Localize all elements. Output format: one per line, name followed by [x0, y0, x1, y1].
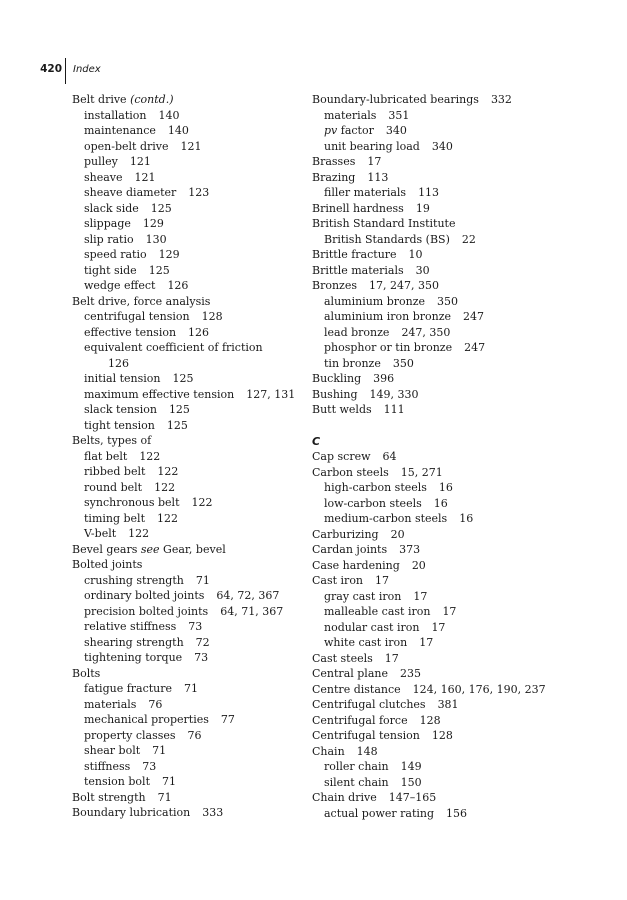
- entry-term: maintenance: [84, 124, 156, 137]
- entry-pages: 64: [382, 450, 397, 463]
- entry-term: wedge effect: [84, 279, 156, 292]
- entry-term: Boundary-lubricated bearings: [312, 93, 479, 106]
- entry-term: slack side: [84, 201, 139, 215]
- index-entry: [72, 759, 304, 775]
- entry-term: Cast iron: [312, 574, 364, 587]
- entry-pages: 17: [367, 155, 382, 168]
- entry-pages: 129: [158, 248, 180, 261]
- entry-term: low-carbon steels: [324, 496, 422, 510]
- index-entry: [312, 108, 612, 124]
- index-entry: [312, 635, 612, 651]
- index-entry: [72, 418, 304, 434]
- entry-pages: 16: [438, 481, 453, 494]
- entry-pages: 350: [437, 294, 459, 308]
- index-entry: [312, 170, 612, 186]
- entry-term: open-belt drive: [84, 139, 169, 153]
- index-entry: [72, 480, 304, 496]
- entry-term: synchronous belt: [84, 496, 180, 509]
- index-entry: [312, 263, 612, 279]
- entry-term: mechanical properties: [84, 713, 209, 726]
- index-entry: [72, 170, 304, 186]
- entry-term: malleable cast iron: [324, 605, 431, 618]
- entry-pages: 17, 247, 350: [369, 279, 439, 292]
- entry-pages: 20: [390, 527, 405, 541]
- index-entry: [312, 759, 612, 775]
- index-entry: [72, 216, 304, 232]
- index-entry: [312, 232, 612, 248]
- index-entry: [72, 542, 304, 558]
- entry-pages: 76: [187, 728, 202, 742]
- entry-term: Bushing: [312, 387, 358, 401]
- index-entry: [72, 635, 304, 651]
- entry-term: centrifugal tension: [84, 310, 190, 323]
- index-entry: [312, 216, 612, 232]
- entry-term: shearing strength: [84, 635, 184, 649]
- page-number: 420: [40, 63, 62, 75]
- entry-pages: 73: [194, 651, 209, 664]
- index-entry: [312, 651, 612, 667]
- index-entry: [312, 573, 612, 589]
- entry-pages: 17: [419, 636, 434, 649]
- entry-pages: 20: [411, 558, 426, 572]
- entry-term: Cardan joints: [312, 543, 388, 556]
- entry-pages: 332: [490, 93, 512, 106]
- entry-pages: 150: [400, 775, 422, 789]
- entry-term: tight tension: [84, 418, 155, 432]
- index-entry: [312, 123, 612, 139]
- entry-pages: 17: [375, 574, 390, 587]
- index-entry: [72, 92, 304, 108]
- entry-term: equivalent coefficient of friction: [84, 341, 263, 354]
- entry-pages: 235: [399, 667, 421, 680]
- entry-pages: 121: [129, 155, 151, 168]
- entry-pages: 126: [188, 325, 210, 339]
- section-letter: C: [312, 434, 321, 448]
- index-entry: [72, 278, 304, 294]
- index-entry: [312, 511, 612, 527]
- entry-pages: 15, 271: [400, 465, 443, 479]
- entry-term: sheave: [84, 170, 123, 184]
- index-entry: [312, 371, 612, 387]
- index-entry: [312, 278, 612, 294]
- entry-term: British Standard Institute: [312, 217, 456, 230]
- index-entry: [72, 681, 304, 697]
- entry-pages: 128: [419, 713, 441, 727]
- entry-term: Bolt strength: [72, 790, 146, 804]
- entry-term: Centre distance: [312, 682, 401, 696]
- index-entry: [72, 805, 304, 821]
- see-reference: see: [140, 542, 160, 556]
- index-entry: [312, 527, 612, 543]
- entry-term: slip ratio: [84, 232, 134, 246]
- entry-term: Belt drive: [72, 93, 127, 106]
- entry-pages: 140: [167, 124, 189, 137]
- entry-term: Brazing: [312, 170, 356, 184]
- entry-term: unit bearing load: [324, 139, 420, 153]
- entry-term: tension bolt: [84, 775, 150, 788]
- entry-pages: 17: [442, 605, 457, 618]
- entry-pages: 149: [400, 760, 422, 773]
- entry-term: phosphor or tin bronze: [324, 341, 453, 354]
- index-entry: [312, 325, 612, 341]
- entry-term: Bevel gears: [72, 542, 138, 556]
- entry-term: British Standards (BS): [324, 232, 450, 246]
- entry-term: precision bolted joints: [84, 604, 209, 618]
- entry-term: Cap screw: [312, 450, 371, 463]
- entry-term: Brittle materials: [312, 263, 404, 277]
- entry-term: stiffness: [84, 759, 131, 773]
- index-entry: [312, 356, 612, 372]
- entry-pages: 147–165: [388, 791, 437, 804]
- see-target: Gear, bevel: [163, 542, 226, 556]
- entry-term: timing belt: [84, 511, 145, 525]
- entry-pages: 122: [154, 480, 176, 494]
- entry-term: factor: [340, 124, 374, 137]
- entry-pages: 351: [388, 108, 410, 122]
- entry-pages: 125: [148, 263, 170, 277]
- entry-term: Carbon steels: [312, 465, 389, 479]
- entry-pages: 73: [188, 620, 203, 633]
- entry-term: initial tension: [84, 372, 161, 385]
- entry-pages: 127, 131: [246, 387, 296, 401]
- index-entry: [312, 775, 612, 791]
- entry-term: aluminium bronze: [324, 294, 426, 308]
- entry-pages: 123: [188, 186, 210, 199]
- index-entry: [312, 604, 612, 620]
- entry-pages: 71: [152, 744, 167, 757]
- entry-term: Case hardening: [312, 558, 400, 572]
- index-entry: [72, 619, 304, 635]
- running-title: Index: [73, 64, 101, 75]
- entry-term: high-carbon steels: [324, 481, 427, 494]
- entry-pages: 247, 350: [401, 325, 451, 339]
- entry-pages: 113: [418, 186, 440, 199]
- index-entry: [312, 744, 612, 760]
- entry-pages: 64, 72, 367: [216, 589, 280, 602]
- index-entry: [72, 743, 304, 759]
- entry-term: nodular cast iron: [324, 620, 420, 634]
- index-entry: [72, 774, 304, 790]
- entry-term: relative stiffness: [84, 620, 177, 633]
- entry-term: medium-carbon steels: [324, 512, 448, 525]
- index-entry: [72, 247, 304, 263]
- entry-pages: 71: [195, 573, 210, 587]
- entry-pages: 71: [161, 775, 176, 788]
- entry-pages: 122: [128, 527, 150, 540]
- entry-pages: 350: [392, 356, 414, 370]
- entry-pages: 247: [463, 310, 485, 323]
- entry-pages: 10: [408, 248, 423, 261]
- index-entry: [312, 620, 612, 636]
- entry-pages: 396: [373, 372, 395, 385]
- index-entry: [312, 666, 612, 682]
- index-entry: [72, 728, 304, 744]
- index-entry: [72, 526, 304, 542]
- entry-term: V-belt: [84, 527, 117, 540]
- index-entry: [312, 154, 612, 170]
- entry-term: round belt: [84, 480, 143, 494]
- entry-pages: 77: [220, 713, 235, 726]
- index-entry: [312, 402, 612, 418]
- entry-pages: 76: [148, 697, 163, 711]
- entry-pages: 17: [413, 589, 428, 603]
- entry-term: Cast steels: [312, 651, 373, 665]
- entry-term: flat belt: [84, 449, 128, 463]
- entry-term: actual power rating: [324, 806, 435, 820]
- entry-pages: 156: [446, 806, 468, 820]
- entry-pages: 149, 330: [369, 387, 419, 401]
- entry-pages: 122: [157, 465, 179, 478]
- index-entry: [312, 387, 612, 403]
- entry-term: Centrifugal force: [312, 713, 408, 727]
- entry-pages: 17: [431, 620, 446, 634]
- header-divider: [65, 58, 66, 84]
- index-entry: [312, 806, 612, 822]
- entry-pages: 373: [399, 543, 421, 556]
- entry-pages: 340: [431, 139, 453, 153]
- index-entry: [72, 666, 304, 682]
- entry-pages: 122: [157, 511, 178, 525]
- index-entry: [72, 371, 304, 387]
- entry-term: fatigue fracture: [84, 682, 173, 695]
- entry-pages: 71: [184, 682, 199, 695]
- entry-pages: 122: [191, 496, 213, 509]
- index-entry: [72, 232, 304, 248]
- index-entry: [312, 790, 612, 806]
- index-entry: [72, 557, 304, 573]
- index-entry: [312, 294, 612, 310]
- entry-pages: 22: [461, 232, 476, 246]
- index-entry: [312, 542, 612, 558]
- entry-term: gray cast iron: [324, 589, 402, 603]
- entry-term: Boundary lubrication: [72, 806, 191, 819]
- index-entry: [72, 108, 304, 124]
- index-entry: [312, 185, 612, 201]
- entry-term: ordinary bolted joints: [84, 589, 205, 602]
- entry-pages: 125: [172, 372, 194, 385]
- index-entry: [72, 263, 304, 279]
- entry-term: Belt drive, force analysis: [72, 294, 211, 308]
- index-entry: [312, 92, 612, 108]
- index-entry: [72, 201, 304, 217]
- index-entry: [312, 728, 612, 744]
- entry-term: shear bolt: [84, 744, 141, 757]
- index-entry: [72, 650, 304, 666]
- entry-pages: 129: [142, 217, 164, 230]
- index-column-right: [312, 92, 612, 821]
- entry-term: Bronzes: [312, 279, 357, 292]
- entry-pages: 126: [167, 279, 189, 292]
- index-entry: [72, 449, 304, 465]
- index-entry: [72, 588, 304, 604]
- entry-pages: 340: [385, 124, 407, 137]
- entry-pages: 125: [166, 418, 188, 432]
- entry-term: Bolted joints: [72, 558, 143, 571]
- entry-pages: 71: [157, 790, 172, 804]
- index-entry: [72, 139, 304, 155]
- index-entry: [312, 465, 612, 481]
- index-entry: [312, 558, 612, 574]
- index-entry: [312, 449, 612, 465]
- entry-pages: 124, 160, 176, 190, 237: [412, 682, 546, 696]
- entry-pages: 130: [145, 232, 167, 246]
- entry-term: Brinell hardness: [312, 201, 404, 215]
- entry-term: Buckling: [312, 372, 362, 385]
- entry-term-italic: pv: [324, 124, 338, 137]
- index-entry: [72, 697, 304, 713]
- entry-term: pulley: [84, 155, 118, 168]
- entry-term: Carburizing: [312, 527, 379, 541]
- index-entry: [72, 511, 304, 527]
- entry-term: silent chain: [324, 775, 389, 789]
- index-entry: [312, 309, 612, 325]
- index-entry: [72, 433, 304, 449]
- index-entry: [312, 713, 612, 729]
- entry-term: white cast iron: [324, 636, 408, 649]
- index-entry: [72, 340, 304, 356]
- entry-term: aluminium iron bronze: [324, 310, 452, 323]
- entry-pages: 122: [139, 449, 161, 463]
- entry-term: Centrifugal clutches: [312, 698, 426, 711]
- entry-pages: 64, 71, 367: [220, 604, 284, 618]
- entry-pages: 381: [437, 698, 459, 711]
- index-entry: [72, 356, 304, 372]
- entry-pages: 333: [202, 806, 224, 819]
- entry-term: effective tension: [84, 325, 177, 339]
- index-entry: [72, 185, 304, 201]
- index-entry: [312, 589, 612, 605]
- entry-term: Chain: [312, 744, 345, 758]
- entry-pages: 125: [150, 201, 172, 215]
- entry-pages: 16: [459, 512, 474, 525]
- entry-term: materials: [324, 108, 377, 122]
- index-entry: [312, 480, 612, 496]
- entry-term: slippage: [84, 217, 131, 230]
- entry-pages: 111: [383, 403, 405, 416]
- entry-term: tightening torque: [84, 651, 183, 664]
- entry-term: Bolts: [72, 666, 101, 680]
- entry-term: property classes: [84, 728, 176, 742]
- index-entry: [72, 154, 304, 170]
- index-entry: [72, 402, 304, 418]
- entry-pages: 128: [201, 310, 223, 323]
- entry-pages: 121: [134, 170, 156, 184]
- entry-term: ribbed belt: [84, 465, 146, 478]
- entry-pages: 73: [142, 759, 157, 773]
- entry-pages: 72: [195, 635, 210, 649]
- index-entry: [312, 682, 612, 698]
- entry-pages: 30: [415, 263, 430, 277]
- entry-term: slack tension: [84, 403, 157, 416]
- index-entry: [72, 387, 304, 403]
- entry-pages: 113: [367, 170, 389, 184]
- entry-term: filler materials: [324, 186, 407, 199]
- entry-term: crushing strength: [84, 573, 184, 587]
- entry-pages: 140: [158, 108, 180, 122]
- entry-term: roller chain: [324, 760, 389, 773]
- index-entry: [72, 464, 304, 480]
- entry-term: tight side: [84, 263, 137, 277]
- index-entry: [312, 340, 612, 356]
- index-entry: [72, 123, 304, 139]
- index-entry: [72, 325, 304, 341]
- index-column-left: [72, 92, 304, 821]
- entry-term: tin bronze: [324, 356, 381, 370]
- entry-pages: 121: [180, 139, 202, 153]
- entry-term: Butt welds: [312, 403, 372, 416]
- entry-pages: 247: [464, 341, 486, 354]
- index-entry: [312, 496, 612, 512]
- entry-term: Centrifugal tension: [312, 729, 420, 742]
- index-entry: [312, 247, 612, 263]
- entry-term: installation: [84, 108, 147, 122]
- entry-term: sheave diameter: [84, 186, 177, 199]
- entry-pages: 16: [433, 496, 448, 510]
- index-entry: [312, 697, 612, 713]
- entry-pages: 148: [356, 744, 378, 758]
- index-entry: [72, 294, 304, 310]
- entry-pages: 128: [431, 729, 453, 742]
- index-entry: [72, 790, 304, 806]
- index-entry: [72, 495, 304, 511]
- entry-term: materials: [84, 697, 137, 711]
- index-entry: [72, 573, 304, 589]
- entry-note: (contd.): [130, 93, 174, 106]
- index-entry: [312, 201, 612, 217]
- entry-term: speed ratio: [84, 248, 147, 261]
- entry-pages: 19: [415, 201, 430, 215]
- entry-pages: 17: [384, 651, 399, 665]
- entry-term: Belts, types of: [72, 434, 152, 447]
- index-entry: [312, 139, 612, 155]
- entry-term: Central plane: [312, 667, 388, 680]
- entry-term: Chain drive: [312, 791, 377, 804]
- index-entry: [72, 309, 304, 325]
- index-entry: [72, 604, 304, 620]
- entry-term: Brasses: [312, 155, 356, 168]
- entry-term: Brittle fracture: [312, 248, 397, 261]
- entry-pages: 125: [168, 403, 190, 416]
- entry-term: 126: [108, 356, 129, 370]
- index-entry: [72, 712, 304, 728]
- entry-term: maximum effective tension: [84, 387, 235, 401]
- entry-term: lead bronze: [324, 325, 390, 339]
